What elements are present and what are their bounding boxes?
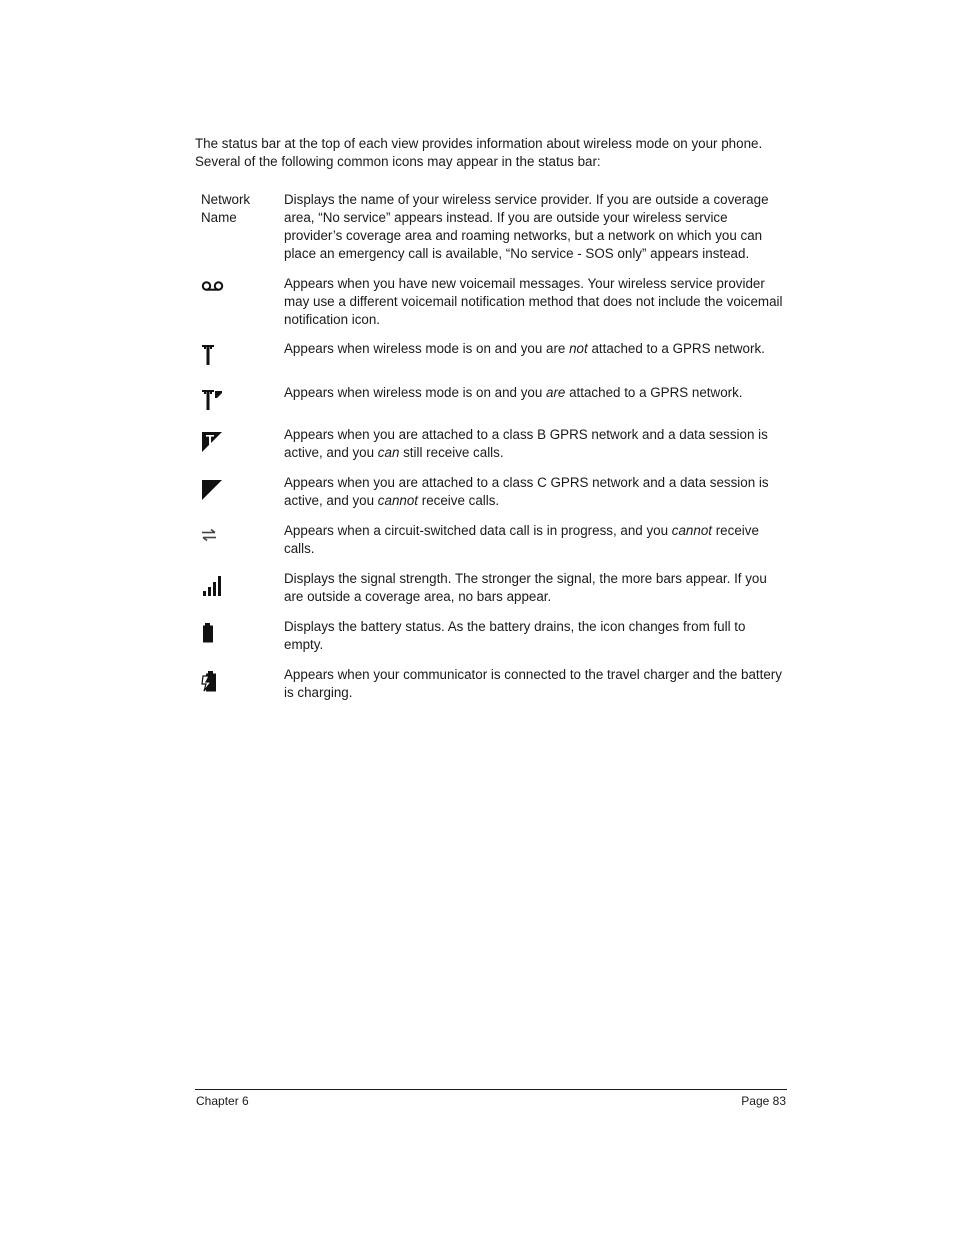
battery-charging-description: Appears when your communicator is connected to the travel charger and the battery is charging.	[284, 667, 782, 700]
antenna-description: Appears when wireless mode is on and you are not attached to a GPRS network.	[284, 341, 765, 356]
footer-rule	[195, 1089, 787, 1090]
battery-charging-icon	[201, 671, 219, 692]
intro-line-2: Several of the following common icons may appear in the status bar:	[195, 154, 601, 169]
footer-chapter: Chapter 6	[196, 1094, 249, 1108]
gprs-class-c-description: Appears when you are attached to a class C GPRS network and a data session is active, and you cannot receive calls.	[284, 475, 769, 508]
circuit-switched-data-icon	[201, 528, 217, 542]
network-name-term: Network Name	[201, 192, 251, 225]
antenna-icon	[201, 345, 215, 365]
intro-paragraph	[195, 135, 795, 171]
battery-icon	[201, 623, 215, 643]
network-name-description: Displays the name of your wireless service provider. If you are outside a coverage area, “No service” appears instead. If you are outside your wireless service provider’s coverage area and roaming networks, but a network on which you can place an emergency call is available, “No service - SOS only” appears instead.	[284, 192, 769, 261]
battery-description: Displays the battery status. As the battery drains, the icon changes from full to empty.	[284, 619, 746, 652]
footer-page-number: Page 83	[741, 1094, 786, 1108]
gprs-attached-icon	[201, 390, 223, 410]
gprs-class-b-icon	[201, 432, 223, 452]
signal-strength-icon	[201, 575, 223, 597]
gprs-class-c-icon	[201, 480, 223, 500]
signal-strength-description: Displays the signal strength. The stronger the signal, the more bars appear. If you are outside a coverage area, no bars appear.	[284, 571, 767, 604]
gprs-attached-description: Appears when wireless mode is on and you are attached to a GPRS network.	[284, 385, 743, 400]
voicemail-icon	[201, 281, 225, 293]
intro-line-1: The status bar at the top of each view provides information about wireless mode on your phone.	[195, 136, 763, 151]
gprs-class-b-description: Appears when you are attached to a class B GPRS network and a data session is active, and you can still receive calls.	[284, 427, 768, 460]
circuit-switched-description: Appears when a circuit-switched data call is in progress, and you cannot receive calls.	[284, 523, 759, 556]
voicemail-description: Appears when you have new voicemail messages. Your wireless service provider may use a different voicemail notification method that does not include the voicemail notification icon.	[284, 276, 783, 327]
